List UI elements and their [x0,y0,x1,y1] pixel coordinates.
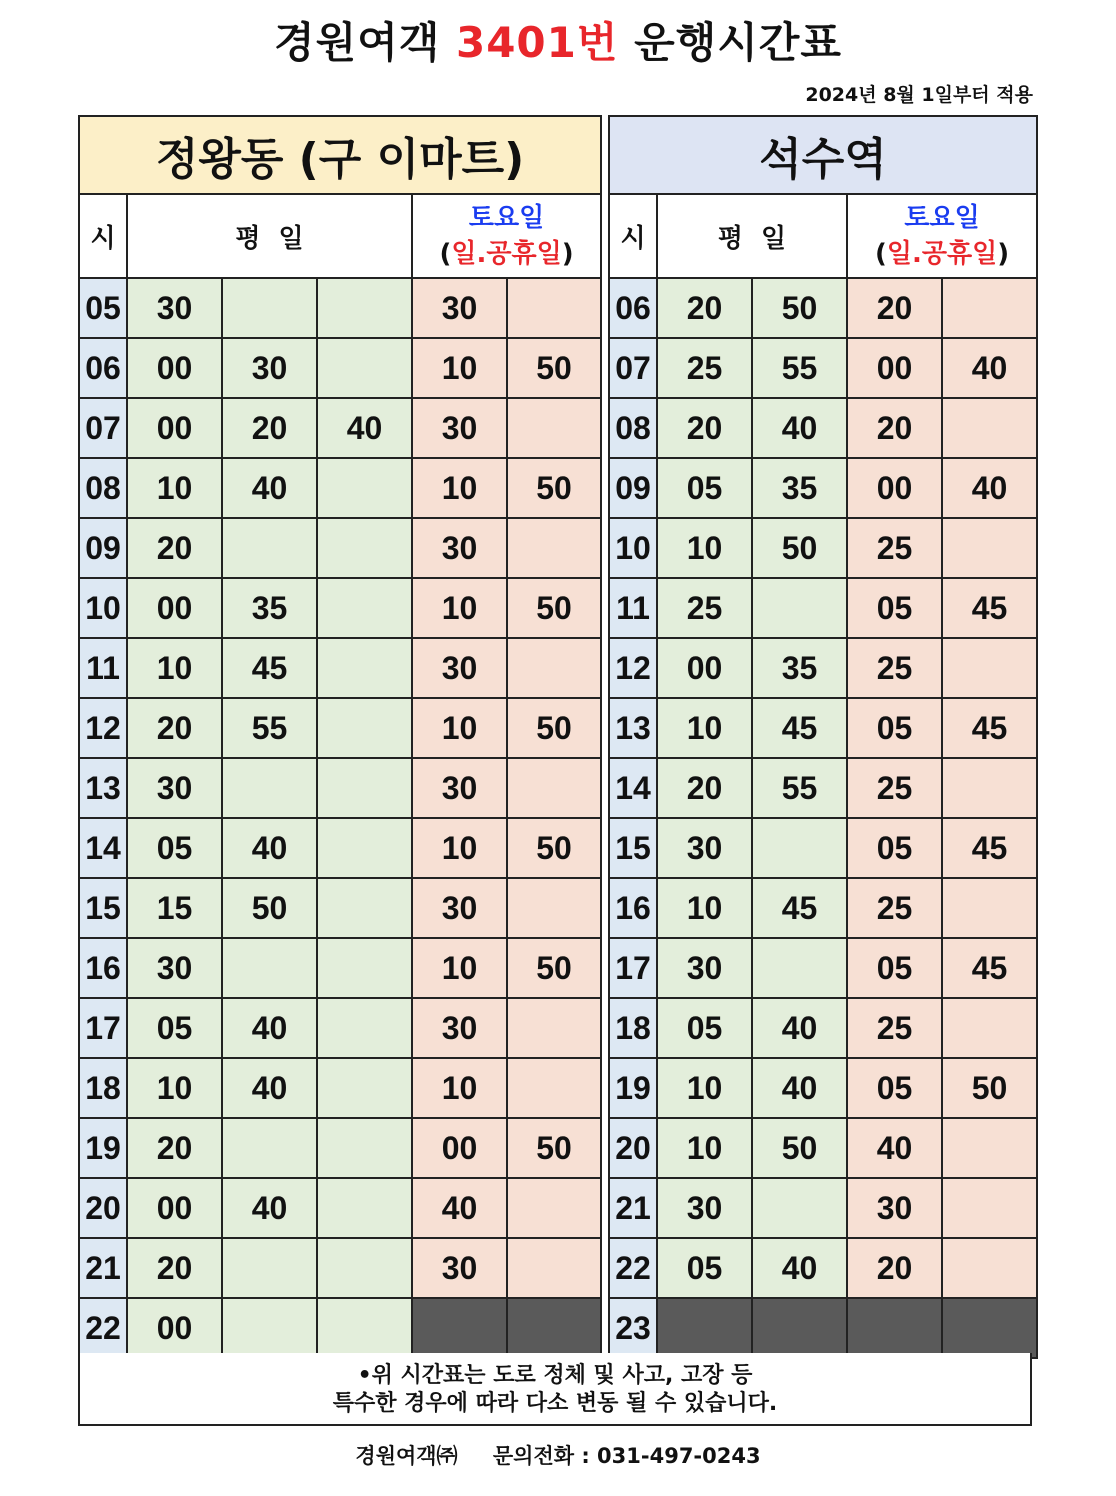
hour-cell: 07 [609,338,657,398]
weekday-minute-cell [317,278,412,338]
weekend-minute-cell: 30 [412,518,507,578]
stop-name-header: 정왕동 (구 이마트) [79,116,601,194]
weekday-minute-cell: 10 [657,878,752,938]
weekday-minute-cell: 40 [222,1058,317,1118]
weekday-minute-cell: 20 [657,398,752,458]
hour-row [609,1118,1037,1178]
hour-row [79,518,601,578]
holiday-paren-close: ) [561,239,574,269]
weekend-minute-cell: 40 [847,1118,942,1178]
weekend-minute-cell [942,878,1037,938]
hour-row [79,1118,601,1178]
hour-cell: 16 [609,878,657,938]
hour-cell: 17 [609,938,657,998]
weekday-minute-cell [752,1298,847,1358]
hour-cell: 20 [609,1118,657,1178]
page-title [0,10,1116,70]
weekday-minute-cell: 00 [657,638,752,698]
hour-cell: 07 [79,398,127,458]
hour-row [609,578,1037,638]
weekend-minute-cell [507,1058,601,1118]
weekend-minute-cell: 45 [942,578,1037,638]
weekday-minute-cell: 10 [657,1118,752,1178]
hour-row [79,398,601,458]
weekday-minute-cell: 50 [222,878,317,938]
hour-cell: 08 [79,458,127,518]
weekend-minute-cell: 50 [942,1058,1037,1118]
weekday-minute-cell: 40 [222,1178,317,1238]
weekday-minute-cell: 30 [127,278,222,338]
weekend-minute-cell [942,518,1037,578]
hour-row [609,1058,1037,1118]
weekday-minute-cell: 30 [222,338,317,398]
hour-row [79,818,601,878]
footer [0,1440,1116,1470]
weekday-minute-cell: 30 [657,938,752,998]
weekday-minute-cell: 50 [752,278,847,338]
weekday-minute-cell: 40 [222,998,317,1058]
hour-row [79,1058,601,1118]
weekend-minute-cell: 10 [412,938,507,998]
weekday-minute-cell [752,1178,847,1238]
holiday-text: 일.공휴일 [451,239,562,269]
weekend-minute-cell: 45 [942,698,1037,758]
holiday-label [413,236,600,272]
hour-row [79,638,601,698]
hour-row [609,518,1037,578]
hour-row [79,938,601,998]
weekday-minute-cell [317,1298,412,1358]
weekend-minute-cell: 10 [412,818,507,878]
saturday-label: 토요일 [904,203,980,233]
weekend-minute-cell: 10 [412,458,507,518]
weekday-minute-cell: 40 [222,818,317,878]
timetable-seoksu [608,115,1038,1359]
holiday-paren-close: ) [997,239,1010,269]
weekday-minute-cell: 40 [752,998,847,1058]
footer-contact: 문의전화 : 031-497-0243 [492,1444,761,1468]
weekend-minute-cell: 10 [412,338,507,398]
hour-row [609,938,1037,998]
weekday-minute-cell: 40 [317,398,412,458]
weekday-minute-cell: 20 [127,1238,222,1298]
weekday-minute-cell: 35 [752,458,847,518]
weekday-minute-cell: 10 [657,698,752,758]
hour-cell: 17 [79,998,127,1058]
weekday-minute-cell: 45 [752,878,847,938]
holiday-text: 일.공휴일 [886,239,998,269]
weekend-minute-cell: 50 [507,938,601,998]
hour-row [609,638,1037,698]
weekday-minute-cell [317,878,412,938]
weekend-minute-cell: 20 [847,398,942,458]
hour-cell: 06 [79,338,127,398]
hour-cell: 14 [609,758,657,818]
hour-row [609,1238,1037,1298]
weekend-minute-cell: 30 [412,998,507,1058]
weekend-minute-cell: 30 [412,1238,507,1298]
saturday-label: 토요일 [468,203,545,233]
weekday-minute-cell [317,578,412,638]
weekday-minute-cell: 05 [127,818,222,878]
weekday-minute-cell: 25 [657,578,752,638]
weekend-minute-cell: 05 [847,938,942,998]
weekday-minute-cell [317,458,412,518]
footer-company: 경원여객㈜ [355,1444,458,1468]
weekday-minute-cell [317,1238,412,1298]
weekday-column-header: 평 일 [127,194,412,278]
weekend-column-header [847,194,1037,278]
weekend-minute-cell [507,1298,601,1358]
weekend-minute-cell: 50 [507,458,601,518]
weekend-minute-cell: 20 [847,278,942,338]
weekend-minute-cell: 20 [847,1238,942,1298]
weekend-minute-cell: 30 [412,278,507,338]
weekday-minute-cell: 10 [127,1058,222,1118]
weekday-minute-cell [317,758,412,818]
weekend-minute-cell: 25 [847,998,942,1058]
weekend-minute-cell: 25 [847,638,942,698]
weekday-minute-cell: 50 [752,1118,847,1178]
weekday-minute-cell: 40 [222,458,317,518]
weekday-minute-cell: 55 [752,338,847,398]
hour-cell: 08 [609,398,657,458]
hour-cell: 16 [79,938,127,998]
hour-cell: 20 [79,1178,127,1238]
weekend-minute-cell [942,1238,1037,1298]
weekend-minute-cell [942,278,1037,338]
hour-column-header: 시 [79,194,127,278]
hour-cell: 13 [79,758,127,818]
weekend-minute-cell [942,758,1037,818]
weekend-minute-cell: 10 [412,578,507,638]
hour-cell: 14 [79,818,127,878]
weekday-minute-cell [317,338,412,398]
hour-row [609,458,1037,518]
weekday-minute-cell: 00 [127,398,222,458]
timetable-jeongwang [78,115,602,1359]
weekday-minute-cell: 00 [127,578,222,638]
weekend-minute-cell [942,1298,1037,1358]
title-suffix: 운행시간표 [634,18,842,67]
hour-cell: 18 [609,998,657,1058]
weekday-minute-cell: 10 [127,638,222,698]
hour-row [79,998,601,1058]
hour-row [79,278,601,338]
weekday-minute-cell: 20 [127,698,222,758]
weekend-minute-cell: 40 [412,1178,507,1238]
weekend-minute-cell: 25 [847,518,942,578]
weekday-column-header: 평 일 [657,194,847,278]
weekend-minute-cell [942,1178,1037,1238]
weekend-minute-cell: 05 [847,698,942,758]
hour-column-header: 시 [609,194,657,278]
holiday-paren-open: ( [439,239,452,269]
hour-row [79,338,601,398]
holiday-label [848,236,1036,272]
weekday-minute-cell [317,1178,412,1238]
weekend-minute-cell: 50 [507,578,601,638]
hour-cell: 11 [79,638,127,698]
weekday-minute-cell: 10 [657,518,752,578]
weekend-minute-cell: 05 [847,578,942,638]
hour-row [609,338,1037,398]
weekday-minute-cell [752,578,847,638]
hour-row [79,1178,601,1238]
timetable-sheet [78,115,1036,1428]
weekend-minute-cell: 40 [942,338,1037,398]
weekend-minute-cell: 05 [847,1058,942,1118]
weekday-minute-cell: 00 [127,1298,222,1358]
weekday-minute-cell [222,938,317,998]
weekend-column-header [412,194,601,278]
hour-cell: 11 [609,578,657,638]
weekday-minute-cell: 20 [657,278,752,338]
weekday-minute-cell [317,638,412,698]
weekday-minute-cell [317,818,412,878]
weekend-minute-cell [507,878,601,938]
weekday-minute-cell: 30 [127,758,222,818]
hour-row [79,578,601,638]
weekend-minute-cell: 00 [847,458,942,518]
weekend-minute-cell [507,998,601,1058]
title-company: 경원여객 [274,18,441,67]
notice-box [78,1353,1032,1426]
weekday-minute-cell [222,1238,317,1298]
weekday-minute-cell: 30 [657,818,752,878]
weekday-minute-cell: 40 [752,1058,847,1118]
hour-cell: 19 [609,1058,657,1118]
weekday-minute-cell: 30 [127,938,222,998]
hour-row [609,1298,1037,1358]
weekday-minute-cell: 40 [752,398,847,458]
hour-cell: 06 [609,278,657,338]
weekend-minute-cell: 45 [942,938,1037,998]
hour-row [609,818,1037,878]
weekday-minute-cell: 20 [127,518,222,578]
weekend-minute-cell [942,998,1037,1058]
weekend-minute-cell: 25 [847,758,942,818]
notice-line-2: 특수한 경우에 따라 다소 변동 될 수 있습니다. [332,1391,778,1416]
weekday-minute-cell: 45 [222,638,317,698]
weekday-minute-cell [222,1298,317,1358]
weekend-minute-cell: 10 [412,1058,507,1118]
weekend-minute-cell: 50 [507,1118,601,1178]
hour-row [79,878,601,938]
weekend-minute-cell [507,278,601,338]
weekend-minute-cell: 10 [412,698,507,758]
hour-row [609,278,1037,338]
weekday-minute-cell: 55 [752,758,847,818]
weekday-minute-cell [752,938,847,998]
hour-row [79,1298,601,1358]
weekend-minute-cell [507,1178,601,1238]
weekday-minute-cell [657,1298,752,1358]
hour-row [609,878,1037,938]
weekday-minute-cell: 35 [752,638,847,698]
weekend-minute-cell [507,638,601,698]
weekday-minute-cell: 20 [222,398,317,458]
weekday-minute-cell [317,998,412,1058]
stop-panel-seoksu [608,115,1036,1359]
hour-cell: 15 [79,878,127,938]
weekend-minute-cell: 30 [412,398,507,458]
weekday-minute-cell [752,818,847,878]
weekday-minute-cell: 50 [752,518,847,578]
weekend-minute-cell: 30 [412,638,507,698]
weekday-minute-cell: 05 [657,458,752,518]
weekend-minute-cell: 50 [507,698,601,758]
hour-cell: 12 [79,698,127,758]
holiday-paren-open: ( [874,239,887,269]
weekday-minute-cell: 45 [752,698,847,758]
weekday-minute-cell: 10 [657,1058,752,1118]
weekend-minute-cell [412,1298,507,1358]
weekday-minute-cell: 05 [657,1238,752,1298]
weekend-minute-cell [507,1238,601,1298]
weekday-minute-cell: 20 [657,758,752,818]
stop-panel-jeongwang [78,115,600,1359]
hour-row [609,698,1037,758]
weekday-minute-cell [317,698,412,758]
hour-cell: 22 [609,1238,657,1298]
hour-cell: 23 [609,1298,657,1358]
weekend-minute-cell: 30 [412,878,507,938]
weekday-minute-cell: 10 [127,458,222,518]
weekday-minute-cell [317,938,412,998]
hour-cell: 21 [609,1178,657,1238]
weekday-minute-cell: 00 [127,1178,222,1238]
weekend-minute-cell [942,638,1037,698]
weekday-minute-cell: 15 [127,878,222,938]
weekend-minute-cell [942,1118,1037,1178]
weekday-minute-cell [317,518,412,578]
weekend-minute-cell: 30 [412,758,507,818]
weekday-minute-cell: 55 [222,698,317,758]
hour-cell: 09 [609,458,657,518]
weekday-minute-cell: 25 [657,338,752,398]
hour-row [79,458,601,518]
hour-cell: 10 [79,578,127,638]
weekend-minute-cell: 00 [847,338,942,398]
hour-cell: 09 [79,518,127,578]
hour-cell: 13 [609,698,657,758]
notice-line-1: •위 시간표는 도로 정체 및 사고, 고장 등 [357,1363,753,1388]
weekday-minute-cell [222,1118,317,1178]
weekday-minute-cell [317,1058,412,1118]
hour-cell: 05 [79,278,127,338]
weekend-minute-cell: 50 [507,338,601,398]
weekend-minute-cell: 25 [847,878,942,938]
effective-date: 2024년 8월 1일부터 적용 [805,84,1033,106]
hour-row [79,698,601,758]
weekend-minute-cell: 05 [847,818,942,878]
weekend-minute-cell: 40 [942,458,1037,518]
weekday-minute-cell [222,278,317,338]
weekday-minute-cell: 20 [127,1118,222,1178]
weekend-minute-cell [507,398,601,458]
weekday-minute-cell [222,518,317,578]
hour-cell: 22 [79,1298,127,1358]
weekend-minute-cell: 50 [507,818,601,878]
weekday-minute-cell: 05 [657,998,752,1058]
stop-name-header: 석수역 [609,116,1037,194]
hour-row [79,1238,601,1298]
hour-row [609,758,1037,818]
hour-cell: 18 [79,1058,127,1118]
weekend-minute-cell: 00 [412,1118,507,1178]
weekend-minute-cell [507,758,601,818]
hour-cell: 12 [609,638,657,698]
weekday-minute-cell [317,1118,412,1178]
weekend-minute-cell [847,1298,942,1358]
weekday-minute-cell: 40 [752,1238,847,1298]
weekday-minute-cell: 35 [222,578,317,638]
weekend-minute-cell [942,398,1037,458]
hour-row [609,398,1037,458]
hour-cell: 10 [609,518,657,578]
weekday-minute-cell: 00 [127,338,222,398]
hour-row [609,1178,1037,1238]
title-route-number: 3401번 [455,18,619,67]
weekday-minute-cell: 05 [127,998,222,1058]
hour-cell: 21 [79,1238,127,1298]
hour-row [79,758,601,818]
weekday-minute-cell: 30 [657,1178,752,1238]
weekday-minute-cell [222,758,317,818]
weekend-minute-cell [507,518,601,578]
weekend-minute-cell: 45 [942,818,1037,878]
hour-cell: 15 [609,818,657,878]
weekend-minute-cell: 30 [847,1178,942,1238]
hour-row [609,998,1037,1058]
hour-cell: 19 [79,1118,127,1178]
